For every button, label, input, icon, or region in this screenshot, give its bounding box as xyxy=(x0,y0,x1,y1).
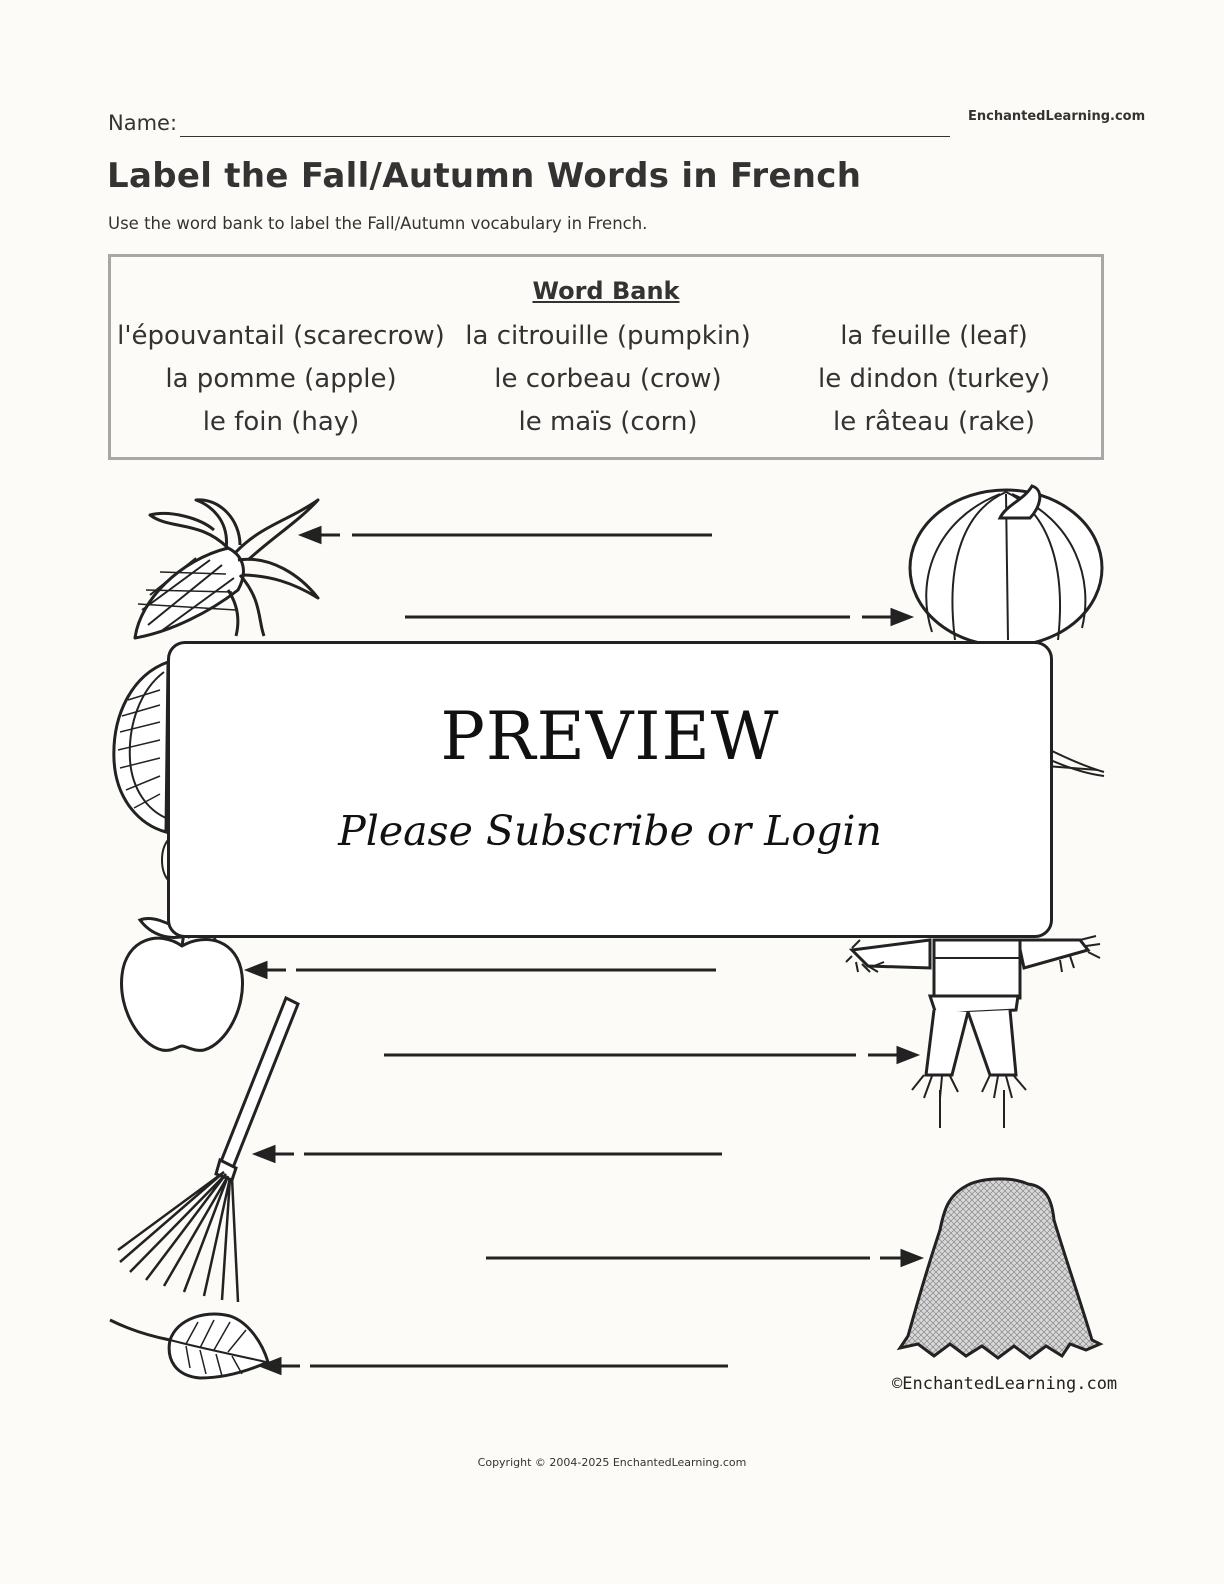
site-brand[interactable]: EnchantedLearning.com xyxy=(968,109,1146,124)
pumpkin-icon xyxy=(910,486,1102,646)
instructions: Use the word bank to label the Fall/Autumn vocabulary in French. xyxy=(108,214,648,233)
word-bank-item: la feuille (leaf) xyxy=(840,321,1028,351)
word-bank-item: l'épouvantail (scarecrow) xyxy=(117,321,445,351)
image-credit: ©EnchantedLearning.com xyxy=(892,1374,1118,1394)
word-bank-title: Word Bank xyxy=(532,277,680,305)
word-bank-item: la citrouille (pumpkin) xyxy=(465,321,751,351)
preview-overlay[interactable] xyxy=(167,641,1053,938)
word-bank-item: le râteau (rake) xyxy=(832,407,1035,437)
word-bank-item: le dindon (turkey) xyxy=(817,364,1050,394)
leaf-icon xyxy=(110,1314,268,1378)
word-bank-item: le foin (hay) xyxy=(202,407,360,437)
name-label: Name: xyxy=(108,111,178,135)
corn-icon xyxy=(135,500,318,638)
turkey-icon xyxy=(114,662,168,880)
worksheet-illustration xyxy=(0,480,1224,1420)
apple-icon xyxy=(122,919,243,1051)
word-bank-item: la pomme (apple) xyxy=(165,364,397,394)
haystack-icon xyxy=(900,1179,1100,1358)
word-bank-item: le corbeau (crow) xyxy=(494,364,722,394)
subscribe-login-prompt[interactable]: Please Subscribe or Login xyxy=(338,807,882,855)
scarecrow-icon xyxy=(846,936,1100,1128)
page-title: Label the Fall/Autumn Words in French xyxy=(107,156,862,196)
copyright-footer: Copyright © 2004-2025 EnchantedLearning.com xyxy=(477,1456,747,1469)
word-bank xyxy=(108,254,1104,460)
preview-title: PREVIEW xyxy=(440,698,780,775)
name-answer-line[interactable] xyxy=(180,136,950,137)
crow-icon xyxy=(1046,748,1104,776)
word-bank-item: le maïs (corn) xyxy=(518,407,698,437)
